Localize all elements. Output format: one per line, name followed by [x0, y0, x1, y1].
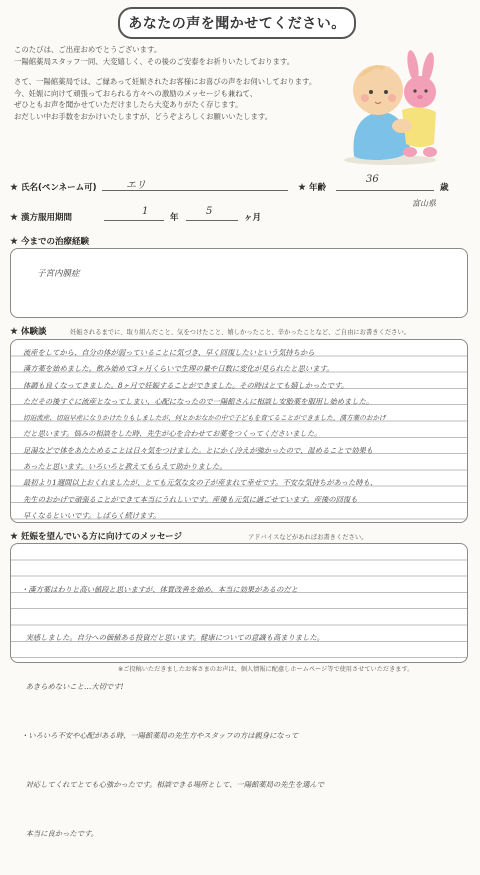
period-label: 漢方服用期間	[10, 211, 72, 223]
age-field[interactable]	[336, 174, 434, 191]
history-field[interactable]	[10, 248, 468, 318]
years-unit: 年	[170, 213, 179, 223]
footer-note: ※ご投稿いただきましたお客さまのお声は、個人情報に配慮しホームページ等で使用させていただきます。	[118, 666, 414, 673]
star-icon	[10, 532, 18, 540]
message-line: ・漢方薬はわりと高い値段と思いますが、体質改善を始め、本当に効果があるのだと	[21, 584, 298, 594]
intro-line: さて、一陽館薬局では、ご縁あって妊娠されたお客様にお喜びの声をお伺いしております。	[14, 77, 317, 86]
name-label: 氏名(ペンネーム可)	[10, 181, 97, 193]
experience-line: 流産をしてから、自分の体が弱っていることに気づき、早く回復したいという気持ちから	[23, 348, 315, 357]
message-label: 妊娠を望んでいる方に向けてのメッセージ	[10, 530, 182, 542]
star-icon	[10, 213, 18, 221]
period-months-field[interactable]	[186, 208, 238, 221]
prefecture-value: 富山県	[412, 199, 436, 208]
experience-line: 切迫流産、切迫早産になりかけたりもしましたが、何とかおなかの中で子どもを育てることができました。漢方薬のおかげ	[23, 414, 386, 423]
experience-line: だと思います。悩みの相談をした時、先生が心を合わせてお薬をつくってくださいました。	[23, 429, 322, 439]
message-hint: アドバイスなどがあればお書きください。	[248, 534, 368, 541]
star-icon	[298, 183, 306, 191]
history-value: 子宮内膜症	[37, 269, 80, 279]
period-years-value: 1	[142, 206, 149, 217]
name-value: エリ	[126, 180, 146, 191]
period-months-value: 5	[206, 206, 213, 217]
intro-line: このたびは、ご出産おめでとうございます。	[14, 45, 162, 54]
experience-line: ただその後すぐに流産となってしまい、心配になったので一陽館さんに相談し安胎薬を服用し始めました。	[23, 396, 374, 406]
intro-line: 一陽館薬局スタッフ一同、大変嬉しく、その後のご安泰をお祈りいたしております。	[14, 56, 295, 66]
age-label: 年齢	[298, 181, 326, 193]
months-unit: ヶ月	[244, 213, 262, 223]
experience-field[interactable]	[10, 339, 468, 523]
experience-line: あったと思います。いろいろと教えてもらえて助かりました。	[23, 462, 227, 472]
message-line: ・いろいろ不安や心配がある時、一陽館薬局の先生方やスタッフの方は親身になって	[21, 731, 299, 741]
star-icon	[10, 183, 18, 191]
experience-line: 早くなるといいです。しばらく続けます。	[23, 510, 161, 520]
experience-label: 体験談	[10, 325, 47, 337]
intro-line: おだしい中お手数をおかけいたしますが、どうぞよろしくお願いいたします。	[14, 111, 273, 121]
intro-line: 今、妊娠に向けて頑張っておられる方々への激励のメッセージも兼ねて、	[14, 88, 258, 98]
age-value: 36	[366, 174, 379, 185]
baby-bunny-illustration	[340, 48, 450, 166]
experience-line: 体調も良くなってきました。8ヶ月で妊娠することができました。その時はとても嬉しかったです。	[23, 380, 349, 390]
experience-line: 先生のおかげで頑張ることができて本当にうれしいです。産後も元気に過ごせています。産後の回復も	[23, 494, 358, 504]
history-label: 今までの治療経験	[10, 235, 89, 247]
message-line: 本当に良かったです。	[21, 829, 99, 839]
experience-hint: 妊娠されるまでに、取り組んだこと、気をつけたこと、嬉しかったこと、辛かったことなど、ご自由にお書きください。	[70, 329, 411, 336]
message-line: 実感しました。自分への価値ある投資だと思います。健康についての意識も高まりました。	[21, 633, 325, 643]
age-unit: 歳	[440, 183, 449, 193]
intro-text	[14, 44, 336, 122]
message-line: 対応してくれてとても心強かったです。相談できる場所として、一陽館薬局の先生を選んで	[21, 780, 325, 790]
experience-line: 足湯などで体をあたためることは日々気をつけました。とにかく冷えが強かったので、温めることで効果も	[23, 445, 374, 455]
page-title: あなたの声を聞かせてください。	[118, 7, 356, 39]
experience-line: 最初より1週間以上おくれましたが、とても元気な女の子が産まれて幸せです。不安な気持ちがあった時も、	[23, 478, 378, 488]
message-line: あきらめないこと…大切です!	[21, 682, 124, 692]
name-field[interactable]	[102, 178, 288, 191]
period-years-field[interactable]	[104, 208, 164, 221]
star-icon	[10, 237, 18, 245]
intro-line: ぜひともお声を聞かせていただけましたら大変ありがたく存じます。	[14, 100, 243, 109]
experience-line: 漢方薬を始めました。飲み始めて3ヶ月くらいで生理の量や日数に変化が見られたと思います。	[23, 364, 334, 374]
star-icon	[10, 327, 18, 335]
